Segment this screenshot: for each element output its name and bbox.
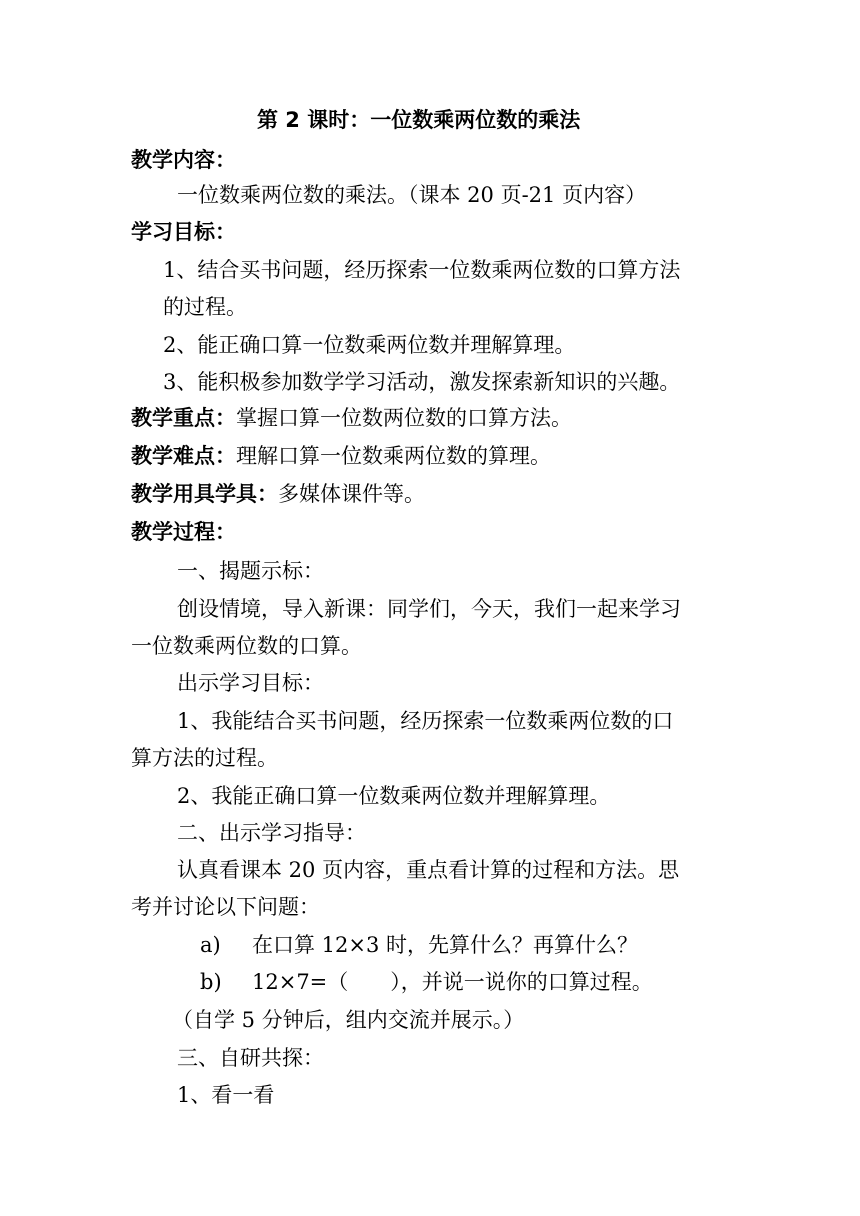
question-a-text: 在口算 12×3 时，先算什么？再算什么？ xyxy=(252,933,639,957)
difficulty-row xyxy=(131,442,551,470)
question-b-text: 12×7=（ ），并说一说你的口算过程。 xyxy=(252,970,653,994)
guide-line-1: 认真看课本 20 页内容，重点看计算的过程和方法。思 xyxy=(177,858,680,882)
content-text: 一位数乘两位数的乘法。（课本 20 页-21 页内容） xyxy=(177,183,647,207)
goal-3: 3、能积极参加数学学习活动，激发探索新知识的兴趣。 xyxy=(163,370,681,394)
intro-line-2: 一位数乘两位数的口算。 xyxy=(131,634,362,658)
step-1: 一、揭题示标： xyxy=(177,559,324,583)
difficulty-text: 理解口算一位数乘两位数的算理。 xyxy=(236,444,551,468)
step-2: 二、出示学习指导： xyxy=(177,821,366,845)
goal-1-line-2: 的过程。 xyxy=(163,295,247,319)
tools-label: 教学用具学具： xyxy=(131,482,278,506)
difficulty-label: 教学难点： xyxy=(131,444,236,468)
show-goal-1-line-2: 算方法的过程。 xyxy=(131,746,278,770)
key-point-text: 掌握口算一位数两位数的口算方法。 xyxy=(236,406,572,430)
show-goal-2: 2、我能正确口算一位数乘两位数并理解算理。 xyxy=(177,784,611,808)
goal-2: 2、能正确口算一位数乘两位数并理解算理。 xyxy=(163,333,576,357)
show-goal-1-line-1: 1、我能结合买书问题，经历探索一位数乘两位数的口 xyxy=(177,709,674,733)
self-study-note: （自学 5 分钟后，组内交流并展示。） xyxy=(172,1008,525,1032)
process-heading: 教学过程： xyxy=(131,520,236,544)
guide-line-2: 考并讨论以下问题： xyxy=(131,895,320,919)
step-3: 三、自研共探： xyxy=(177,1046,324,1070)
key-point-label: 教学重点： xyxy=(131,406,236,430)
key-point-row xyxy=(131,404,572,432)
content-heading: 教学内容： xyxy=(131,148,236,172)
lesson-title: 第 2 课时：一位数乘两位数的乘法 xyxy=(257,108,581,132)
look-item: 1、看一看 xyxy=(177,1083,275,1107)
show-goals: 出示学习目标： xyxy=(177,671,324,695)
goals-heading: 学习目标： xyxy=(131,220,236,244)
question-b-label: b) xyxy=(200,970,222,994)
tools-text: 多媒体课件等。 xyxy=(278,482,425,506)
goal-1-line-1: 1、结合买书问题，经历探索一位数乘两位数的口算方法 xyxy=(163,258,681,282)
tools-row xyxy=(131,480,425,508)
intro-line-1: 创设情境，导入新课：同学们，今天，我们一起来学习 xyxy=(177,597,681,621)
question-a-label: a) xyxy=(200,933,221,957)
